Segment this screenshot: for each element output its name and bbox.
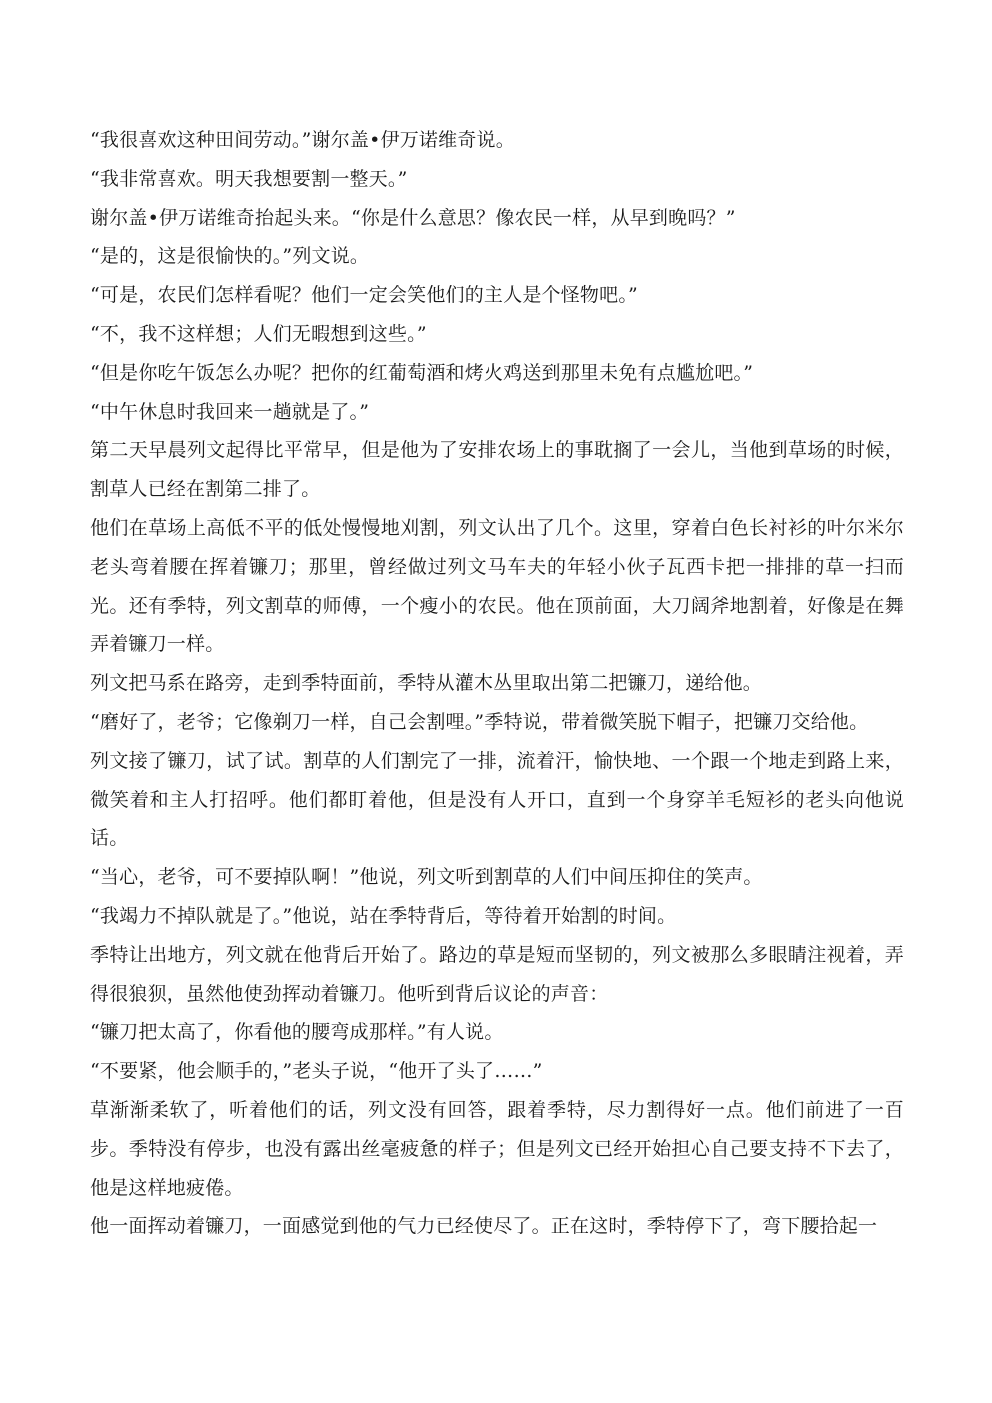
paragraph-12: “磨好了，老爷；它像剃刀一样，自己会割哩。”季特说，带着微笑脱下帽子，把镰刀交给他。	[90, 710, 869, 733]
paragraph-1: “我很喜欢这种田间劳动。”谢尔盖•伊万诺维奇说。	[90, 129, 515, 151]
paragraph-5: “可是，农民们怎样看呢？他们一定会笑他们的主人是个怪物吧。”	[90, 284, 638, 307]
paragraph-15: “我竭力不掉队就是了。”他说，站在季特背后，等待着开始割的时间。	[90, 904, 677, 927]
paragraph-17: “镰刀把太高了，你看他的腰弯成那样。”有人说。	[90, 1021, 504, 1044]
paragraph-3: 谢尔盖•伊万诺维奇抬起头来。“你是什么意思？像农民一样，从早到晚吗？”	[90, 206, 736, 229]
paragraph-6: “不，我不这样想；人们无暇想到这些。”	[90, 322, 427, 345]
document-body	[90, 121, 904, 1246]
paragraph-13: 列文接了镰刀，试了试。割草的人们割完了一排，流着汗，愉快地、一个跟一个地走到路上来，微笑着和主人打招呼。他们都盯着他，但是没有人开口，直到一个身穿羊毛短衫的老头向他说话。	[90, 749, 904, 850]
paragraph-11: 列文把马系在路旁，走到季特面前，季特从灌木丛里取出第二把镰刀，递给他。	[90, 672, 763, 695]
paragraph-20: 他一面挥动着镰刀，一面感觉到他的气力已经使尽了。正在这时，季特停下了，弯下腰拾起一	[90, 1215, 878, 1238]
paragraph-2: “我非常喜欢。明天我想要割一整天。”	[90, 167, 408, 190]
paragraph-14: “当心，老爷，可不要掉队啊！”他说，列文听到割草的人们中间压抑住的笑声。	[90, 866, 763, 889]
paragraph-4: “是的，这是很愉快的。”列文说。	[90, 245, 370, 268]
paragraph-7: “但是你吃午饭怎么办呢？把你的红葡萄酒和烤火鸡送到那里未免有点尴尬吧。”	[90, 361, 754, 384]
paragraph-19: 草渐渐柔软了，听着他们的话，列文没有回答，跟着季特，尽力割得好一点。他们前进了一百步。季特没有停步，也没有露出丝毫疲惫的样子；但是列文已经开始担心自己要支持不下去了，他是这样地疲倦。	[90, 1098, 904, 1199]
paragraph-16: 季特让出地方，列文就在他背后开始了。路边的草是短而坚韧的，列文被那么多眼睛注视着，弄得很狼狈，虽然他使劲挥动着镰刀。他听到背后议论的声音：	[90, 943, 904, 1005]
paragraph-10: 他们在草场上高低不平的低处慢慢地刈割，列文认出了几个。这里，穿着白色长衬衫的叶尔米尔老头弯着腰在挥着镰刀；那里，曾经做过列文马车夫的年轻小伙子瓦西卡把一排排的草一扫而光。还有季特，列文割草的师傅，一个瘦小的农民。他在顶前面，大刀阔斧地割着，好像是在舞弄着镰刀一样。	[90, 516, 904, 656]
paragraph-9: 第二天早晨列文起得比平常早，但是他为了安排农场上的事耽搁了一会儿，当他到草场的时候，割草人已经在割第二排了。	[90, 439, 904, 501]
paragraph-8: “中午休息时我回来一趟就是了。”	[90, 400, 370, 423]
paragraph-18: “不要紧，他会顺手的，”老头子说，“他开了头了……”	[90, 1060, 543, 1083]
